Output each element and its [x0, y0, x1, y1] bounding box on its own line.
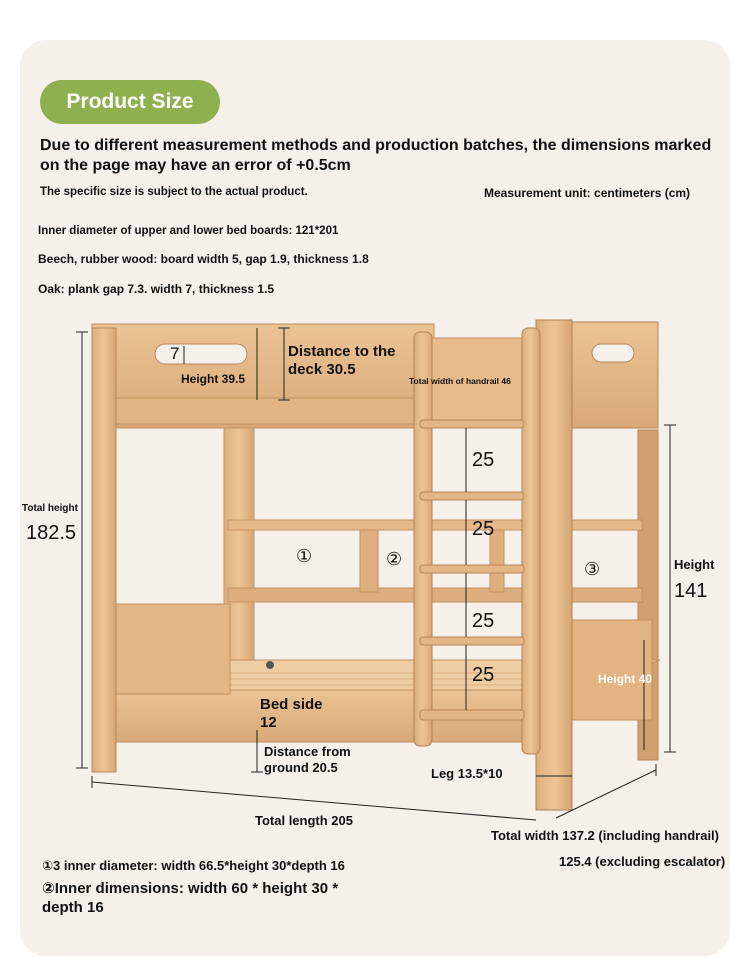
marker-3: ③	[584, 559, 601, 579]
unit-text: Measurement unit: centimeters (cm)	[484, 186, 691, 200]
footnote-2: ②Inner dimensions: width 60 * height 30 * depth 16	[42, 880, 339, 916]
total-length-label: Total length 205	[255, 813, 353, 828]
marker-2: ②	[386, 549, 403, 569]
height-40-label: Height 40	[598, 672, 653, 686]
product-size-badge: Product Size	[40, 80, 220, 124]
spec-oak: Oak: plank gap 7.3. width 7, thickness 1.5	[38, 282, 275, 296]
bed-side-label: Bed side 12	[260, 696, 323, 731]
disclaimer-text: Due to different measurement methods and production batches, the dimensions marked on the page may have an error of +0.5cm	[40, 137, 712, 174]
marker-1: ①	[296, 546, 313, 566]
spec-beech: Beech, rubber wood: board width 5, gap 1.9, thickness 1.8	[38, 252, 369, 266]
height-label: Height	[674, 557, 715, 572]
spec-inner-diameter: Inner diameter of upper and lower bed boards: 121*201	[38, 225, 339, 237]
height-value: 141	[674, 580, 708, 602]
handrail-width-label: Total width of handrail 46	[409, 376, 511, 386]
step-1-value: 25	[472, 449, 495, 471]
note-text: The specific size is subject to the actual product.	[40, 186, 308, 198]
step-2-value: 25	[472, 518, 495, 540]
handle-width-value: 7	[170, 344, 180, 363]
deck-distance-label: Distance to the deck 30.5	[288, 343, 396, 378]
step-4-value: 25	[472, 664, 495, 686]
leg-label: Leg 13.5*10	[431, 766, 503, 781]
total-height-label: Total height	[22, 503, 78, 514]
footnote-1: ①3 inner diameter: width 66.5*height 30*depth 16	[42, 858, 345, 873]
width-excluding-label: 125.4 (excluding escalator)	[559, 854, 726, 869]
total-height-value: 182.5	[26, 522, 77, 544]
total-width-label: Total width 137.2 (including handrail)	[491, 828, 719, 843]
ground-distance-label: Distance from ground 20.5	[264, 744, 351, 775]
step-3-value: 25	[472, 610, 495, 632]
height-39-label: Height 39.5	[181, 372, 246, 386]
